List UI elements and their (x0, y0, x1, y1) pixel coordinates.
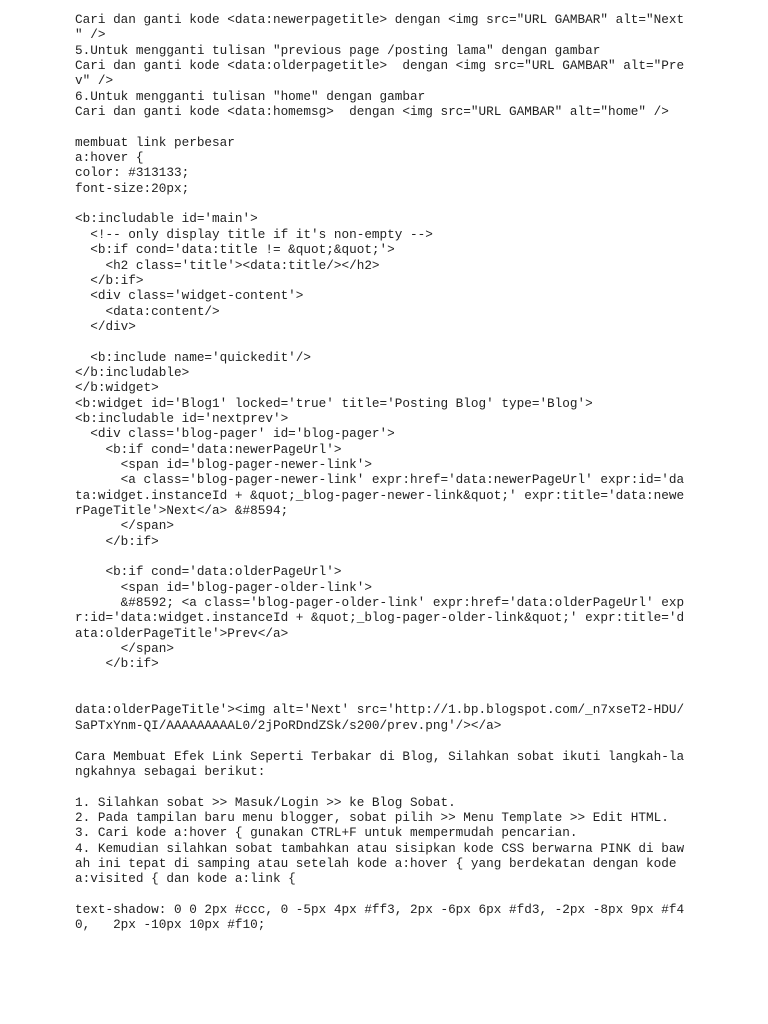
text-line: ah ini tepat di samping atau setelah kode a:hover { yang berdekatan dengan kode (75, 855, 677, 871)
text-line: ata:olderPageTitle'>Prev</a> (75, 625, 289, 641)
text-line (75, 549, 685, 564)
text-line: 2. Pada tampilan baru menu blogger, sobat pilih >> Menu Template >> Edit HTML. (75, 809, 669, 825)
document-text (75, 12, 685, 933)
text-line: <!-- only display title if it's non-empty --> (75, 226, 433, 242)
text-line (75, 119, 685, 134)
text-line: </span> (75, 518, 174, 534)
text-line: <b:includable id='nextprev'> (75, 410, 289, 426)
text-line: <div class='blog-pager' id='blog-pager'> (75, 426, 395, 442)
text-line: <b:if cond='data:title != &quot;&quot;'> (75, 242, 395, 258)
text-line: </b:if> (75, 533, 159, 549)
text-line: text-shadow: 0 0 2px #ccc, 0 -5px 4px #ff3, 2px -6px 6px #fd3, -2px -8px 9px #f4 (75, 901, 685, 917)
text-line: <b:widget id='Blog1' locked='true' title='Posting Blog' type='Blog'> (75, 395, 593, 411)
text-line: ngkahnya sebagai berikut: (75, 763, 266, 779)
text-line: </b:if> (75, 656, 159, 672)
text-line (75, 779, 685, 794)
text-line (75, 733, 685, 748)
text-line: <span id='blog-pager-newer-link'> (75, 456, 372, 472)
text-line: <b:if cond='data:olderPageUrl'> (75, 564, 342, 580)
text-line: membuat link perbesar (75, 134, 235, 150)
text-line: Cara Membuat Efek Link Seperti Terbakar di Blog, Silahkan sobat ikuti langkah-la (75, 748, 685, 764)
text-line: v" /> (75, 73, 114, 89)
text-line: SaPTxYnm-QI/AAAAAAAAAL0/2jPoRDndZSk/s200/prev.png'/></a> (75, 717, 502, 733)
text-line (75, 672, 685, 687)
text-line: rPageTitle'>Next</a> &#8594; (75, 503, 289, 518)
text-line: <b:includable id='main'> (75, 211, 258, 227)
text-line: a:visited { dan kode a:link { (75, 871, 296, 887)
text-line: r:id='data:widget.instanceId + &quot;_blog-pager-older-link&quot;' expr:title='d (75, 610, 685, 626)
text-line: 3. Cari kode a:hover { gunakan CTRL+F untuk mempermudah pencarian. (75, 825, 578, 841)
text-line: font-size:20px; (75, 180, 190, 196)
text-line (75, 196, 685, 211)
text-line: ta:widget.instanceId + &quot;_blog-pager-newer-link&quot;' expr:title='data:newe (75, 487, 685, 503)
text-line (75, 887, 685, 902)
text-line: 0, 2px -10px 10px #f10; (75, 917, 266, 933)
text-line: <b:include name='quickedit'/> (75, 349, 312, 365)
text-line: data:olderPageTitle'><img alt='Next' src='http://1.bp.blogspot.com/_n7xseT2-HDU/ (75, 702, 685, 718)
text-line: a:hover { (75, 150, 144, 166)
text-line: </div> (75, 318, 136, 334)
text-line: 5.Untuk mengganti tulisan "previous page /posting lama" dengan gambar (75, 42, 601, 58)
text-line: &#8592; <a class='blog-pager-older-link' expr:href='data:olderPageUrl' exp (75, 595, 685, 611)
text-line: 4. Kemudian silahkan sobat tambahkan atau sisipkan kode CSS berwarna PINK di baw (75, 840, 685, 856)
text-line: <data:content/> (75, 303, 220, 319)
text-line (75, 687, 685, 702)
text-line: <h2 class='title'><data:title/></h2> (75, 257, 380, 273)
text-line: color: #313133; (75, 165, 190, 181)
text-line: </b:includable> (75, 364, 190, 380)
text-line: </b:if> (75, 272, 144, 288)
text-line (75, 334, 685, 349)
text-line: <a class='blog-pager-newer-link' expr:href='data:newerPageUrl' expr:id='da (75, 472, 685, 488)
text-line: <b:if cond='data:newerPageUrl'> (75, 441, 342, 457)
text-line: Cari dan ganti kode <data:olderpagetitle> dengan <img src="URL GAMBAR" alt="Pre (75, 58, 685, 74)
text-line: " /> (75, 27, 106, 43)
text-line: <div class='widget-content'> (75, 288, 304, 304)
text-line: Cari dan ganti kode <data:homemsg> dengan <img src="URL GAMBAR" alt="home" /> (75, 104, 669, 120)
text-line: Cari dan ganti kode <data:newerpagetitle> dengan <img src="URL GAMBAR" alt="Next (75, 12, 685, 27)
text-line: </b:widget> (75, 380, 159, 396)
text-line: </span> (75, 641, 174, 657)
text-line: 6.Untuk mengganti tulisan "home" dengan gambar (75, 88, 426, 104)
text-line: 1. Silahkan sobat >> Masuk/Login >> ke Blog Sobat. (75, 794, 456, 810)
text-line: <span id='blog-pager-older-link'> (75, 579, 372, 595)
